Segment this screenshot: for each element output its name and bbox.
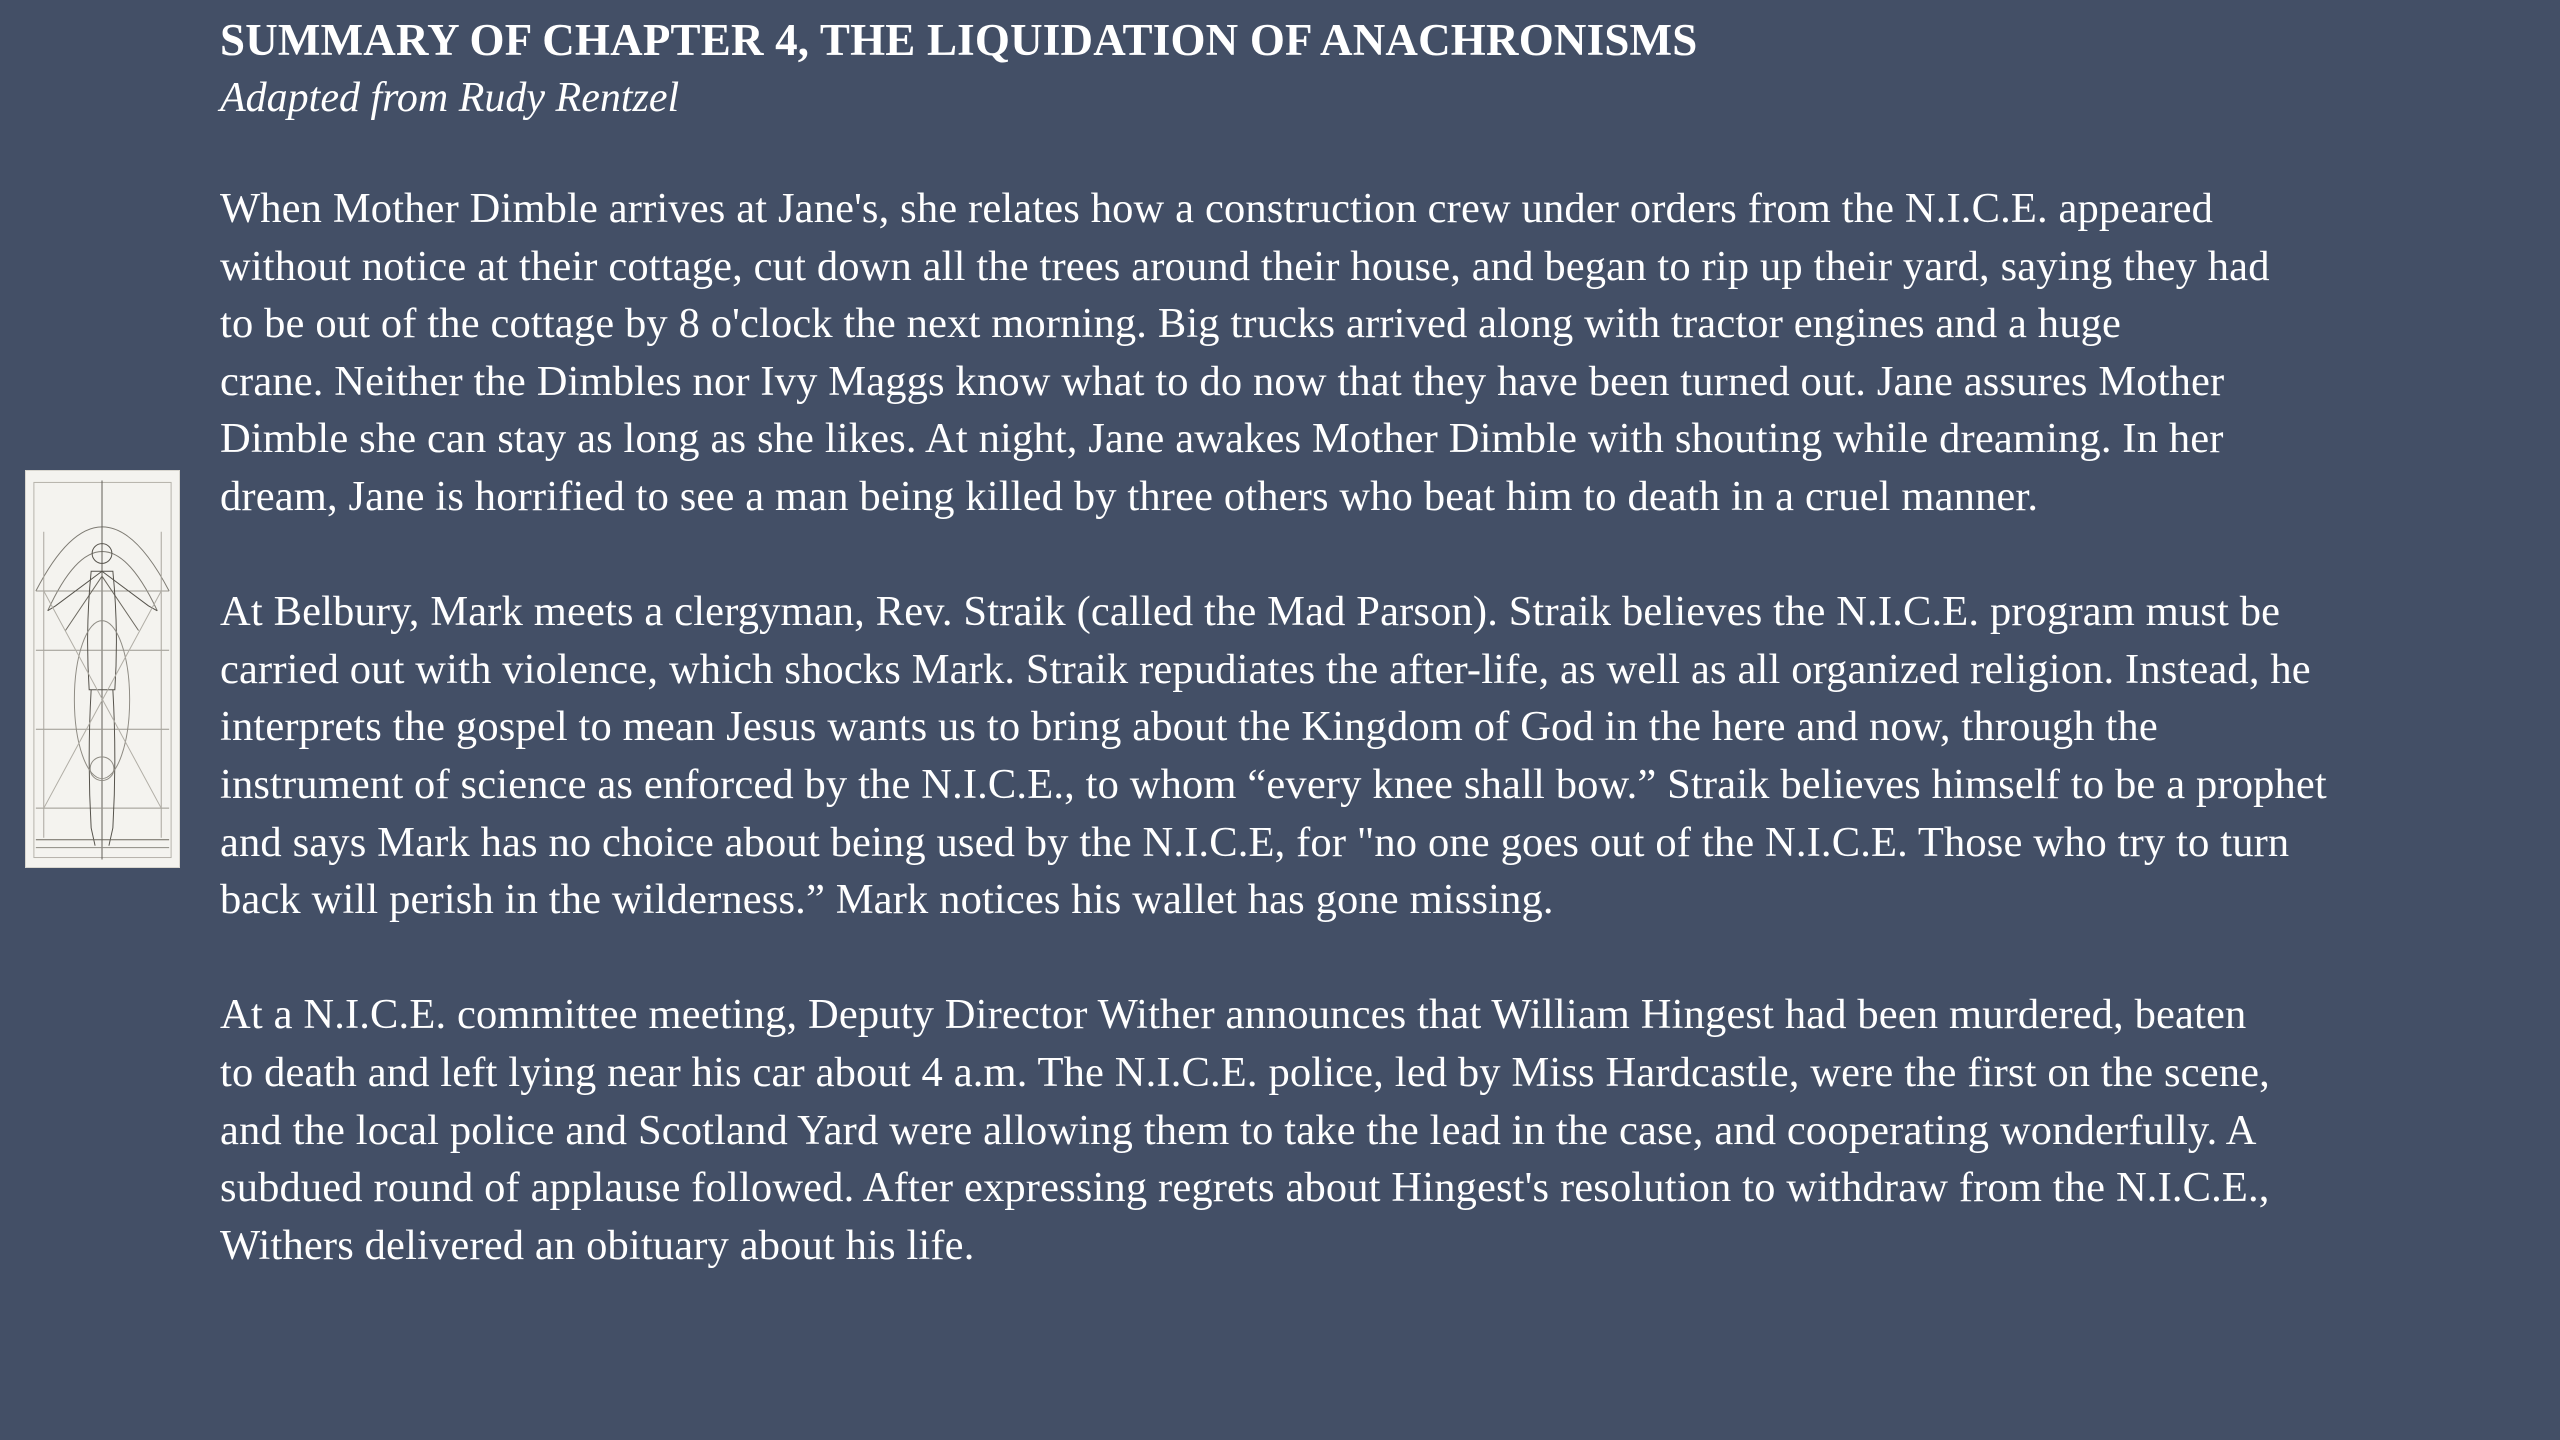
- page-title: SUMMARY OF CHAPTER 4, THE LIQUIDATION OF ANACHRONISMS: [220, 15, 1698, 65]
- paragraph: At Belbury, Mark meets a clergyman, Rev. Straik (called the Mad Parson). Straik believes the N.I.C.E. program must be carried out with violence, which shocks Mark. Straik repudiates the after-life, as well as all organized religion. Instead, he interprets the gospel to mean Jesus wants us to bring about the Kingdom of God in the here and now, through the instrument of science as enforced by the N.I.C.E., to whom “every knee shall bow.” Straik believes himself to be a prophet and says Mark has no choice about being used by the N.I.C.E, for "no one goes out of the N.I.C.E. Those who try to turn back will perish in the wilderness.” Mark notices his wallet has gone missing.: [220, 588, 2327, 924]
- paragraph: At a N.I.C.E. committee meeting, Deputy Director Wither announces that William Hingest had been murdered, beaten to death and left lying near his car about 4 a.m. The N.I.C.E. police, led by Miss Hardcastle, were the first on the scene, and the local police and Scotland Yard were allowing them to take the lead in the case, and cooperating wonderfully. A subdued round of applause followed. After expressing regrets about Hingest's resolution to withdraw from the N.I.C.E., Withers delivered an obituary about his life.: [220, 991, 2270, 1269]
- paragraph: When Mother Dimble arrives at Jane's, she relates how a construction crew under orders from the N.I.C.E. appeared without notice at their cottage, cut down all the trees around their house, and began to rip up their yard, saying they had to be out of the cottage by 8 o'clock the next morning. Big trucks arrived along with tractor engines and a huge crane. Neither the Dimbles nor Ivy Maggs know what to do now that they have been turned out. Jane assures Mother Dimble she can stay as long as she likes. At night, Jane awakes Mother Dimble with shouting while dreaming. In her dream, Jane is horrified to see a man being killed by three others who beat him to death in a cruel manner.: [220, 185, 2270, 520]
- page-subtitle: Adapted from Rudy Rentzel: [220, 75, 680, 121]
- summary-body: [220, 180, 2540, 1332]
- figure-drawing: [26, 471, 179, 867]
- vitruvian-figure-icon: [25, 470, 180, 868]
